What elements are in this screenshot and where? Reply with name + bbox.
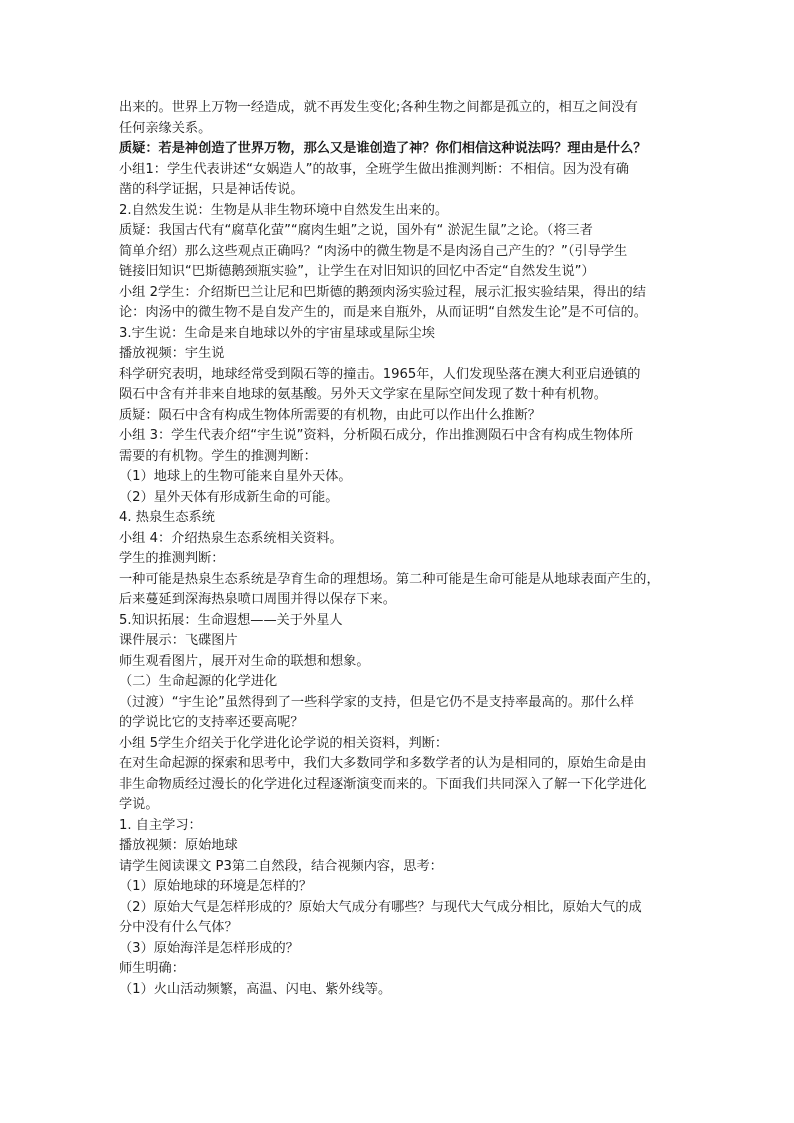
paragraph-line: 凿的科学证据，只是神话传说。: [119, 182, 304, 197]
paragraph-line: 师生明确：: [119, 961, 185, 976]
section-heading: （二）生命起源的化学进化: [119, 674, 278, 689]
paragraph-line: 科学研究表明，地球经常受到陨石等的撞击。1965年，人们发现坠落在澳大利亚启逊镇的: [119, 366, 641, 382]
paragraph-line: 小组1：学生代表讲述“女娲造人”的故事，全班学生做出推测判断：不相信。因为没有确: [119, 161, 629, 177]
heading-line: 2.自然发生说：生物是从非生物环境中自然发生出来的。: [119, 202, 449, 218]
heading-line: 1. 自主学习：: [119, 817, 202, 833]
paragraph-line: 播放视频：原始地球: [119, 838, 238, 853]
paragraph-line: 论：肉汤中的微生物不是自发产生的，而是来自瓶外，从而证明“自然发生论”是不可信的。: [119, 305, 647, 320]
question-line: 质疑：若是神创造了世界万物，那么又是谁创造了神？你们相信这种说法吗？理由是什么？: [119, 141, 647, 156]
paragraph-line: 简单介绍）那么这些观点正确吗？“肉汤中的微生物是不是肉汤自己产生的？”（引导学生: [119, 243, 628, 259]
paragraph-line: 一种可能是热泉生态系统是孕育生命的理想场。第二种可能是生命可能是从地球表面产生的，: [119, 571, 660, 587]
paragraph-line: 课件展示：飞碟图片: [119, 633, 238, 648]
paragraph-line: 陨石中含有并非来自地球的氨基酸。另外天文学家在星际空间发现了数十种有机物。: [119, 387, 607, 402]
paragraph-line: 学说。: [119, 797, 159, 812]
paragraph-line: 非生命物质经过漫长的化学进化过程逐渐演变而来的。下面我们共同深入了解一下化学进化: [119, 776, 647, 792]
paragraph-line: 小组 4：介绍热泉生态系统相关资料。: [119, 530, 343, 546]
list-item: （2）原始大气是怎样形成的？原始大气成分有哪些？与现代大气成分相比，原始大气的成: [119, 899, 642, 915]
paragraph-line: 链接旧知识“巴斯德鹅颈瓶实验”，让学生在对旧知识的回忆中否定“自然发生说”）: [119, 264, 595, 279]
paragraph-line: 的学说比它的支持率还要高呢？: [119, 715, 304, 730]
paragraph-line: 任何亲缘关系。: [119, 120, 212, 136]
list-item: （1）原始地球的环境是怎样的？: [119, 879, 313, 894]
paragraph-line: 后来蔓延到深海热泉喷口周围并得以保存下来。: [119, 592, 396, 607]
paragraph-line: 学生的推测判断：: [119, 551, 225, 566]
list-item: 分中没有什么气体？: [119, 920, 238, 935]
paragraph-line: 播放视频：宇生说: [119, 346, 225, 361]
list-item: （1）地球上的生物可能来自星外天体。: [119, 469, 352, 484]
paragraph-line: 小组 2学生：介绍斯巴兰让尼和巴斯德的鹅颈肉汤实验过程，展示汇报实验结果，得出的结: [119, 284, 646, 300]
paragraph-line: 小组 3：学生代表介绍“宇生说”资料，分析陨石成分，作出推测陨石中含有构成生物体所: [119, 428, 634, 443]
paragraph-line: 需要的有机物。学生的推测判断：: [119, 448, 317, 464]
paragraph-line: 请学生阅读课文 P3第二自然段，结合视频内容，思考：: [119, 858, 443, 874]
list-item: （2）星外天体有形成新生命的可能。: [119, 489, 339, 505]
paragraph-line: 小组 5学生介绍关于化学进化论学说的相关资料，判断：: [119, 735, 449, 751]
paragraph-line: （过渡）“宇生论”虽然得到了一些科学家的支持，但是它仍不是支持率最高的。那什么样: [119, 694, 634, 710]
paragraph-line: 出来的。世界上万物一经造成，就不再发生变化;各种生物之间都是孤立的，相互之间没有: [119, 100, 638, 115]
question-line: 质疑：陨石中含有构成生物体所需要的有机物，由此可以作出什么推断？: [119, 407, 541, 423]
heading-line: 4. 热泉生态系统: [119, 510, 215, 525]
list-item: （1）火山活动频繁，高温、闪电、紫外线等。: [119, 981, 392, 997]
paragraph-line: 师生观看图片，展开对生命的联想和想象。: [119, 653, 370, 669]
list-item: （3）原始海洋是怎样形成的？: [119, 940, 299, 956]
question-line: 质疑：我国古代有“腐草化萤”“腐肉生蛆”之说，国外有“ 淤泥生鼠”之论。（将三者: [119, 223, 593, 238]
heading-line: 3.宇生说：生命是来自地球以外的宇宙星球或星际尘埃: [119, 325, 435, 341]
heading-line: 5.知识拓展：生命遐想——关于外星人: [119, 612, 343, 628]
paragraph-line: 在对生命起源的探索和思考中，我们大多数同学和多数学者的认为是相同的，原始生命是由: [119, 756, 647, 771]
document-body: [119, 98, 681, 1000]
